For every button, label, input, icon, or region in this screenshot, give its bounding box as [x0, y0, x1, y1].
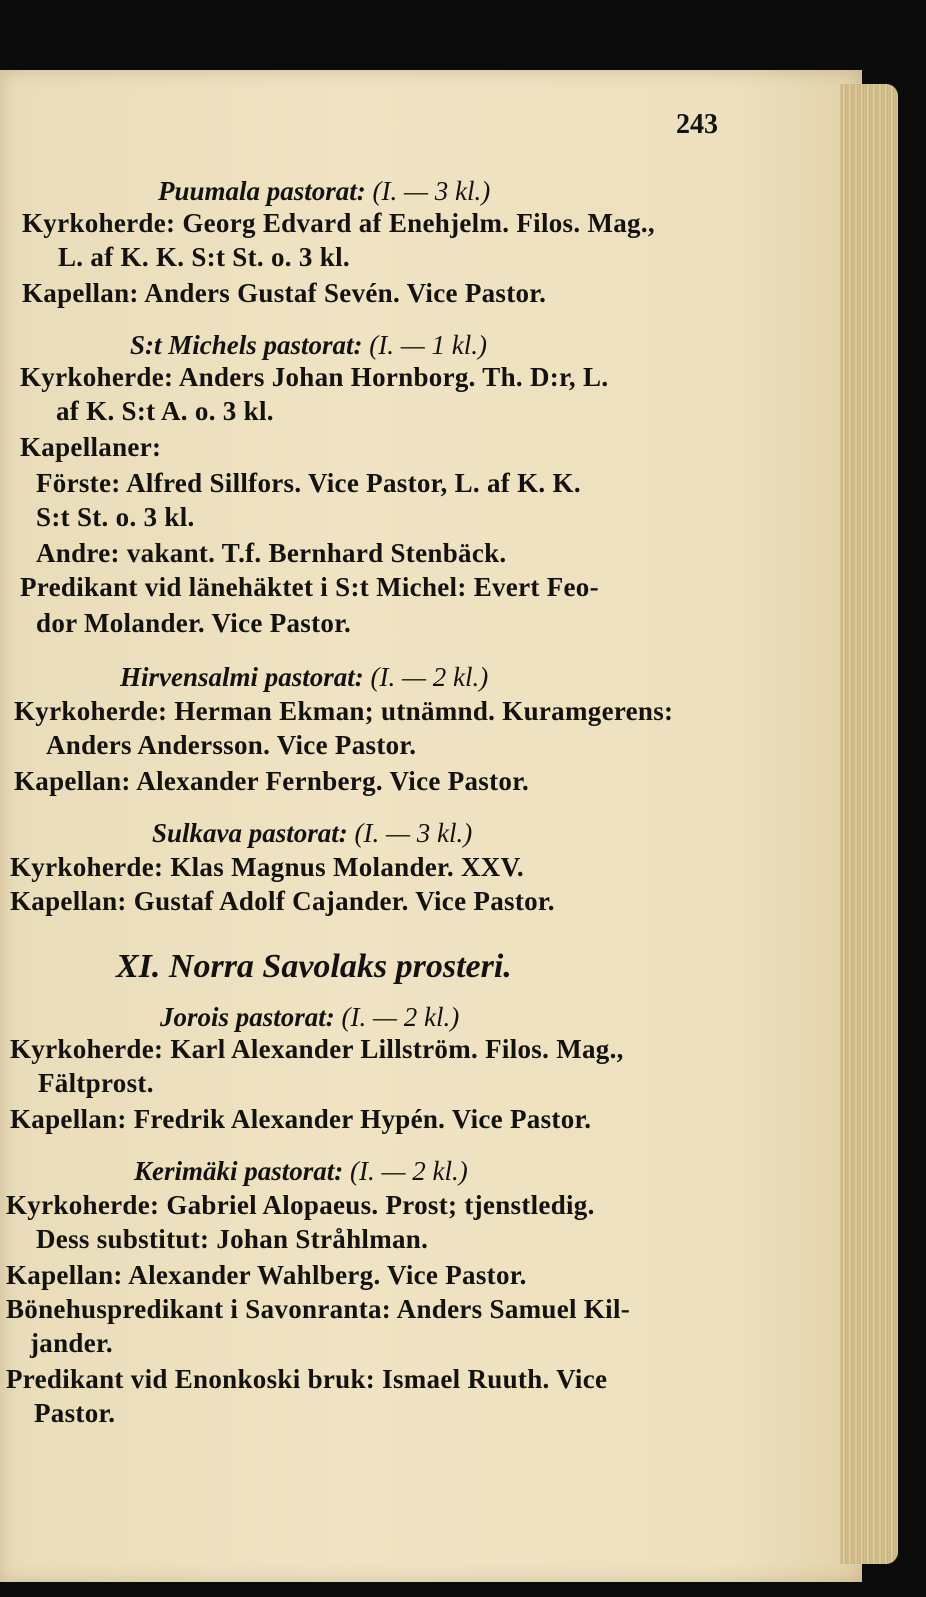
parish-name: Hirvensalmi pastorat: — [120, 662, 364, 692]
text-line: Predikant vid Enonkoski bruk: Ismael Ruuth. Vice — [6, 1364, 608, 1394]
parish-name: Jorois pastorat: — [160, 1002, 335, 1032]
parish-class: (I. — 3 kl.) — [365, 176, 491, 206]
parish-heading — [152, 818, 472, 848]
parish-heading — [160, 1002, 459, 1032]
parish-class: (I. — 2 kl.) — [343, 1156, 468, 1186]
parish-heading — [134, 1156, 468, 1186]
text-line: Bönehuspredikant i Savonranta: Anders Samuel Kil- — [6, 1294, 631, 1324]
text-line: Fältprost. — [38, 1068, 154, 1098]
parish-class: (I. — 2 kl.) — [363, 662, 489, 692]
parish-name: Kerimäki pastorat: — [134, 1156, 344, 1186]
text-line: Anders Andersson. Vice Pastor. — [46, 730, 417, 760]
text-line: S:t St. o. 3 kl. — [36, 502, 195, 532]
text-line: dor Molander. Vice Pastor. — [36, 608, 352, 638]
parish-name: Sulkava pastorat: — [152, 818, 348, 848]
text-line: Kyrkoherde: Gabriel Alopaeus. Prost; tjenstledig. — [6, 1190, 595, 1220]
chapter-heading: XI. Norra Savolaks prosteri. — [116, 948, 512, 985]
text-line: Kyrkoherde: Anders Johan Hornborg. Th. D:r, L. — [20, 362, 609, 392]
text-line: af K. S:t A. o. 3 kl. — [56, 396, 274, 426]
text-line: Kapellan: Alexander Fernberg. Vice Pastor. — [14, 766, 530, 796]
text-line: L. af K. K. S:t St. o. 3 kl. — [58, 242, 350, 272]
parish-name: S:t Michels pastorat: — [130, 330, 363, 360]
text-line: Kyrkoherde: Klas Magnus Molander. XXV. — [10, 852, 524, 882]
text-line: Andre: vakant. T.f. Bernhard Stenbäck. — [36, 538, 507, 568]
text-line: jander. — [30, 1328, 113, 1358]
parish-heading — [130, 330, 487, 360]
parish-name: Puumala pastorat: — [158, 176, 366, 206]
parish-class: (I. — 2 kl.) — [334, 1002, 460, 1032]
parish-heading — [120, 662, 488, 692]
text-line: Predikant vid länehäktet i S:t Michel: Evert Feo- — [20, 572, 599, 602]
text-line: Kapellan: Alexander Wahlberg. Vice Pastor. — [6, 1260, 527, 1290]
text-line: Kyrkoherde: Georg Edvard af Enehjelm. Filos. Mag., — [22, 208, 655, 238]
text-line: Kapellan: Gustaf Adolf Cajander. Vice Pastor. — [10, 886, 555, 916]
page-edges — [840, 84, 898, 1564]
text-line: Pastor. — [34, 1398, 116, 1428]
text-line: Förste: Alfred Sillfors. Vice Pastor, L. af K. K. — [36, 468, 581, 498]
parish-class: (I. — 3 kl.) — [347, 818, 473, 848]
text-line: Kapellaner: — [20, 432, 162, 462]
parish-heading — [158, 176, 490, 206]
text-line: Kapellan: Anders Gustaf Sevén. Vice Pastor. — [22, 278, 547, 308]
text-line: Dess substitut: Johan Stråhlman. — [36, 1224, 429, 1254]
text-line: Kyrkoherde: Herman Ekman; utnämnd. Kuramgerens: — [14, 696, 674, 726]
parish-class: (I. — 1 kl.) — [362, 330, 487, 360]
page-number: 243 — [676, 109, 718, 140]
text-line: Kapellan: Fredrik Alexander Hypén. Vice Pastor. — [10, 1104, 592, 1134]
text-line: Kyrkoherde: Karl Alexander Lillström. Filos. Mag., — [10, 1034, 624, 1064]
